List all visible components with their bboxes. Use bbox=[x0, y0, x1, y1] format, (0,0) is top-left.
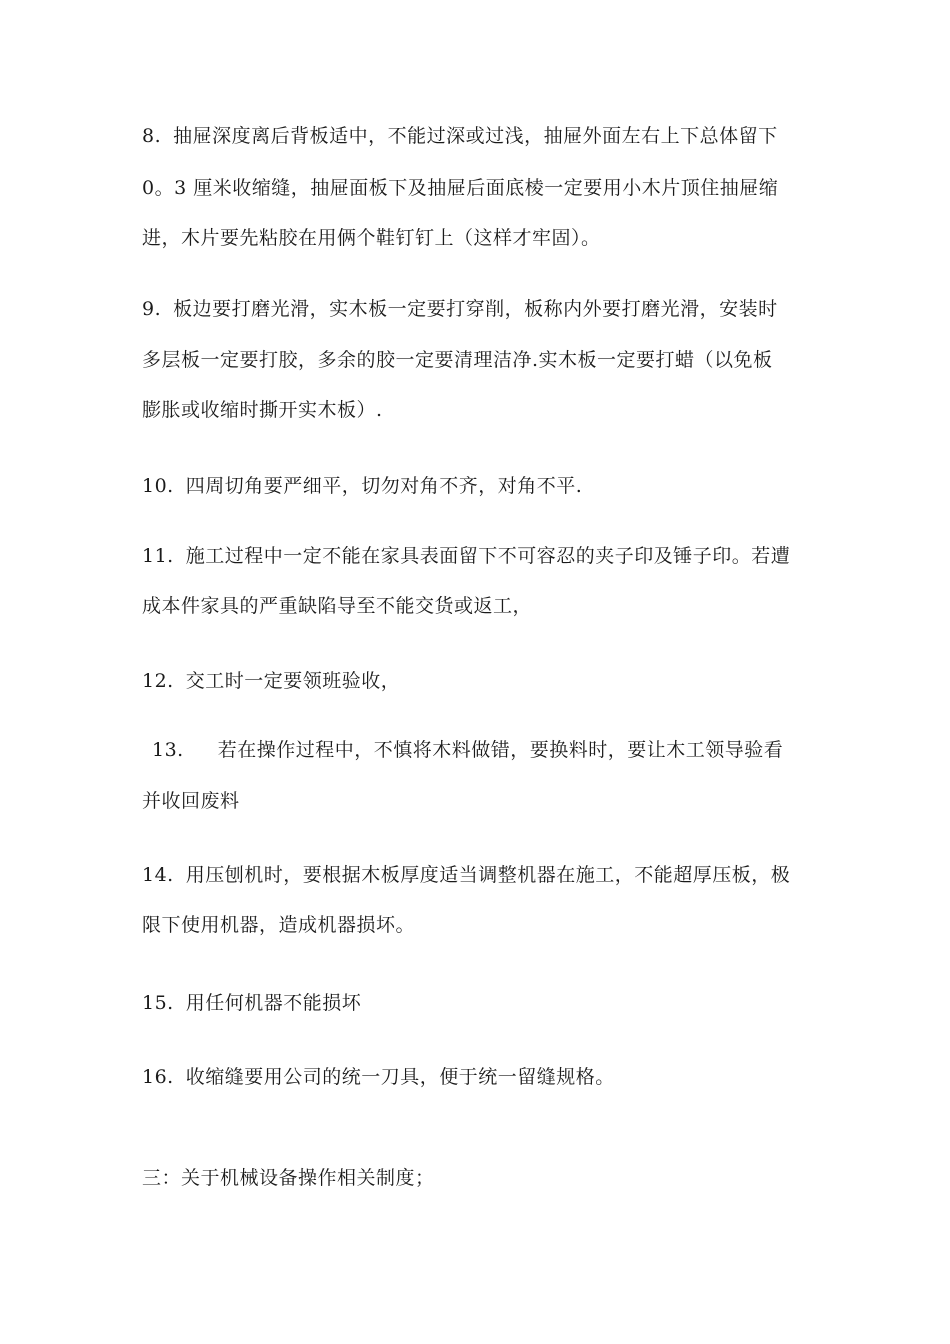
item-text: 用任何机器不能损坏 bbox=[185, 992, 362, 1014]
paragraph-line: 进，木片要先粘胶在用俩个鞋钉钉上（这样才牢固）。 bbox=[142, 227, 601, 249]
item-text: 施工过程中一定不能在家具表面留下不可容忍的夹子印及锤子印。若遭 bbox=[185, 545, 791, 567]
item-number: 11. bbox=[142, 545, 174, 567]
paragraph-line bbox=[142, 297, 778, 321]
paragraph-line: 限下使用机器，造成机器损坏。 bbox=[142, 914, 416, 936]
paragraph-line bbox=[142, 1065, 615, 1089]
item-number: 8. bbox=[142, 125, 162, 147]
item-number: 14. bbox=[142, 864, 174, 886]
paragraph-line: 多层板一定要打胶，多余的胶一定要清理洁净.实木板一定要打蜡（以免板 bbox=[142, 349, 773, 371]
item-number: 9. bbox=[142, 298, 162, 320]
item-text: 四周切角要严细平，切勿对角不齐，对角不平. bbox=[185, 475, 583, 497]
paragraph-line bbox=[142, 544, 790, 568]
paragraph-line bbox=[142, 124, 778, 148]
item-number: 15. bbox=[142, 992, 174, 1014]
section-heading: 三：关于机械设备操作相关制度； bbox=[142, 1167, 435, 1189]
item-text: 用压刨机时，要根据木板厚度适当调整机器在施工，不能超厚压板，极 bbox=[185, 864, 791, 886]
paragraph-line bbox=[142, 474, 582, 498]
item-text: 抽屉深度离后背板适中，不能过深或过浅，抽屉外面左右上下总体留下 bbox=[173, 125, 778, 147]
item-text: 若在操作过程中，不慎将木料做错，要换料时，要让木工领导验看 bbox=[217, 739, 784, 761]
paragraph-line: 并收回废料 bbox=[142, 790, 240, 812]
paragraph-line: 成本件家具的严重缺陷导至不能交货或返工， bbox=[142, 595, 533, 617]
item-number: 10. bbox=[142, 475, 174, 497]
paragraph-line bbox=[142, 863, 790, 887]
item-number: 13. bbox=[152, 739, 184, 761]
item-text: 收缩缝要用公司的统一刀具，便于统一留缝规格。 bbox=[185, 1066, 615, 1088]
paragraph-line: 膨胀或收缩时撕开实木板）. bbox=[142, 399, 383, 421]
paragraph-line bbox=[142, 738, 783, 762]
paragraph-line: 0。3 厘米收缩缝，抽屉面板下及抽屉后面底棱一定要用小木片顶住抽屉缩 bbox=[142, 177, 779, 199]
paragraph-line bbox=[142, 991, 361, 1015]
item-number: 16. bbox=[142, 1066, 174, 1088]
item-text: 板边要打磨光滑，实木板一定要打穿削，板称内外要打磨光滑，安装时 bbox=[173, 298, 778, 320]
paragraph-line bbox=[142, 669, 400, 693]
item-number: 12. bbox=[142, 670, 174, 692]
item-text: 交工时一定要领班验收， bbox=[185, 670, 401, 692]
